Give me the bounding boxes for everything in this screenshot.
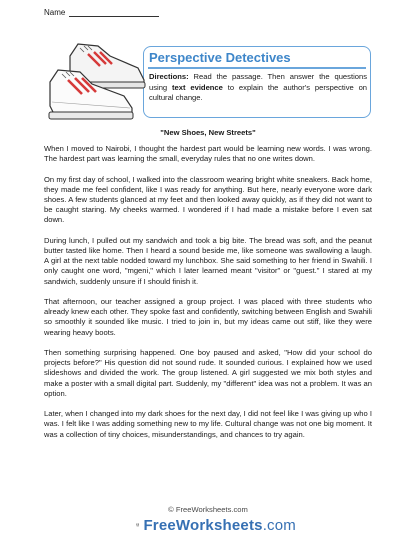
directions-post: to explain the author's perspective on cultural change. bbox=[149, 82, 368, 103]
worksheet-title: Perspective Detectives bbox=[149, 50, 291, 65]
name-field-row bbox=[44, 8, 159, 17]
passage-paragraph: When I moved to Nairobi, I thought the hardest part would be learning new words. I was wrong. The hardest part was learning the small, everyday rules that no one writes down. bbox=[44, 144, 372, 164]
footer-brand-logo bbox=[136, 513, 296, 537]
name-blank-line[interactable] bbox=[69, 8, 159, 17]
directions-pre: Read the passage. Then answer the questions using bbox=[149, 72, 367, 92]
brand-name-main: FreeWorksheets bbox=[143, 516, 263, 534]
panda-icon bbox=[136, 514, 139, 536]
passage-paragraph: That afternoon, our teacher assigned a group project. I was placed with three students who already knew each other. They spoke fast and confidently, switching between English and Swahili so smoothly it sounded like music. I tried to join in, but my ideas came out stiff, like they were wearing heavy boots. bbox=[44, 297, 372, 337]
passage-paragraph: During lunch, I pulled out my sandwich and took a big bite. The bread was soft, and the peanut butter tasted like home. Then I heard a sound beside me, like someone was swallowing a laugh. A girl at the next table nodded toward my lunchbox. She said something to her friend in Swahili. I only caught one word, "mgeni," which I later learned meant "visitor" or "guest." I stared at my sandwich, suddenly unsure if I should finish it. bbox=[44, 235, 372, 286]
brand-name bbox=[143, 517, 296, 534]
passage-paragraph: On my first day of school, I walked into the classroom wearing bright white sneakers. Back home, they made me feel confident, like I was ready for anything. But here, nearly everyone wore dark shoes. A few students glanced at my feet and then looked away quickly, as if they did not want to be caught staring. My cheeks warmed. I wondered if I had made a mistake before I even sat down. bbox=[44, 174, 372, 225]
directions-emphasis: text evidence bbox=[172, 82, 223, 92]
reading-passage bbox=[44, 144, 372, 450]
name-label: Name bbox=[44, 8, 66, 17]
directions-text bbox=[149, 72, 367, 104]
passage-paragraph: Later, when I changed into my dark shoes for the next day, I did not feel like I was giving up who I was. I felt like I was adding something new to my life. Cultural change was not one big moment. It was a collection of tiny choices, misunderstandings, and chances to try again. bbox=[44, 409, 372, 439]
title-divider bbox=[148, 67, 366, 69]
footer-url[interactable]: © FreeWorksheets.com bbox=[168, 505, 248, 514]
directions-label: Directions: bbox=[149, 72, 189, 81]
sneakers-icon bbox=[40, 22, 160, 134]
brand-name-suffix: .com bbox=[262, 516, 296, 534]
story-title: "New Shoes, New Streets" bbox=[160, 128, 256, 137]
passage-paragraph: Then something surprising happened. One boy paused and asked, "How did your school do projects before?" His question did not sound rude. It sounded curious. I explained how we used slideshows and divided the work. The group listened. A girl suggested we mix both styles and make a poster with a small digital part. Suddenly, my "different" idea was not a problem. It was an option. bbox=[44, 348, 372, 398]
